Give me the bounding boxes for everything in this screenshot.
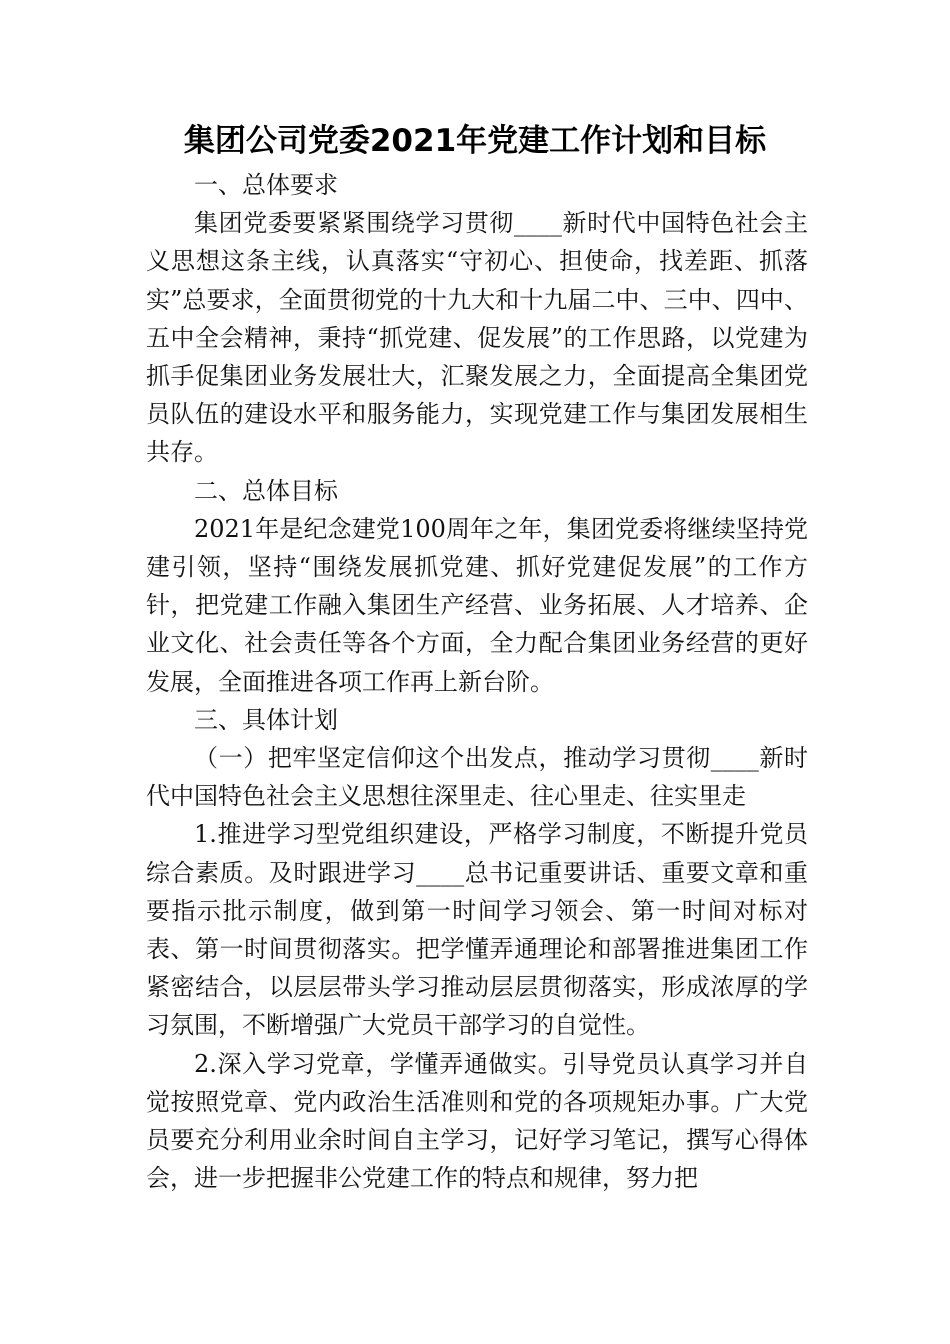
document-body <box>146 166 808 1197</box>
section-heading-overall-goals: 二、总体目标 <box>194 476 338 505</box>
document-title: 集团公司党委2021年党建工作计划和目标 <box>183 123 767 159</box>
paragraph-plan-item-2: 2.深入学习党章，学懂弄通做实。引导党员认真学习并自觉按照党章、党内政治生活准则和党的各项规矩办事。广大党员要充分利用业余时间自主学习，记好学习笔记，撰写心得体会，进一步把握非公党建工作的特点和规律，努力把 <box>146 1049 808 1193</box>
section-heading-overall-requirements: 一、总体要求 <box>194 171 338 199</box>
paragraph-overall-requirements: 集团党委要紧紧围绕学习贯彻____新时代中国特色社会主义思想这条主线，认真落实“守初心、担使命，找差距、抓落实”总要求，全面贯彻党的十九大和十九届二中、三中、四中、五中全会精神，秉持“抓党建、促发展”的工作思路，以党建为抓手促集团业务发展壮大，汇聚发展之力，全面提高全集团党员队伍的建设水平和服务能力，实现党建工作与集团发展相生共存。 <box>146 209 808 467</box>
paragraph-plan-item-1: 1.推进学习型党组织建设，严格学习制度，不断提升党员综合素质。及时跟进学习____总书记重要讲话、重要文章和重要指示批示制度，做到第一时间学习领会、第一时间对标对表、第一时间贯彻落实。把学懂弄通理论和部署推进集团工作紧密结合，以层层带头学习推动层层贯彻落实，形成浓厚的学习氛围，不断增强广大党员干部学习的自觉性。 <box>146 820 808 1040</box>
section-heading-specific-plans: 三、具体计划 <box>194 705 338 734</box>
paragraph-overall-goals: 2021年是纪念建党100周年之年，集团党委将继续坚持党建引领，坚持“围绕发展抓党建、抓好党建促发展”的工作方针，把党建工作融入集团生产经营、业务拓展、人才培养、企业文化、社会责任等各个方面，全力配合集团业务经营的更好发展，全面推进各项工作再上新台阶。 <box>146 514 808 696</box>
paragraph-plan-subheading-1: （一）把牢坚定信仰这个出发点，推动学习贯彻____新时代中国特色社会主义思想往深里走、往心里走、往实里走 <box>146 744 808 811</box>
